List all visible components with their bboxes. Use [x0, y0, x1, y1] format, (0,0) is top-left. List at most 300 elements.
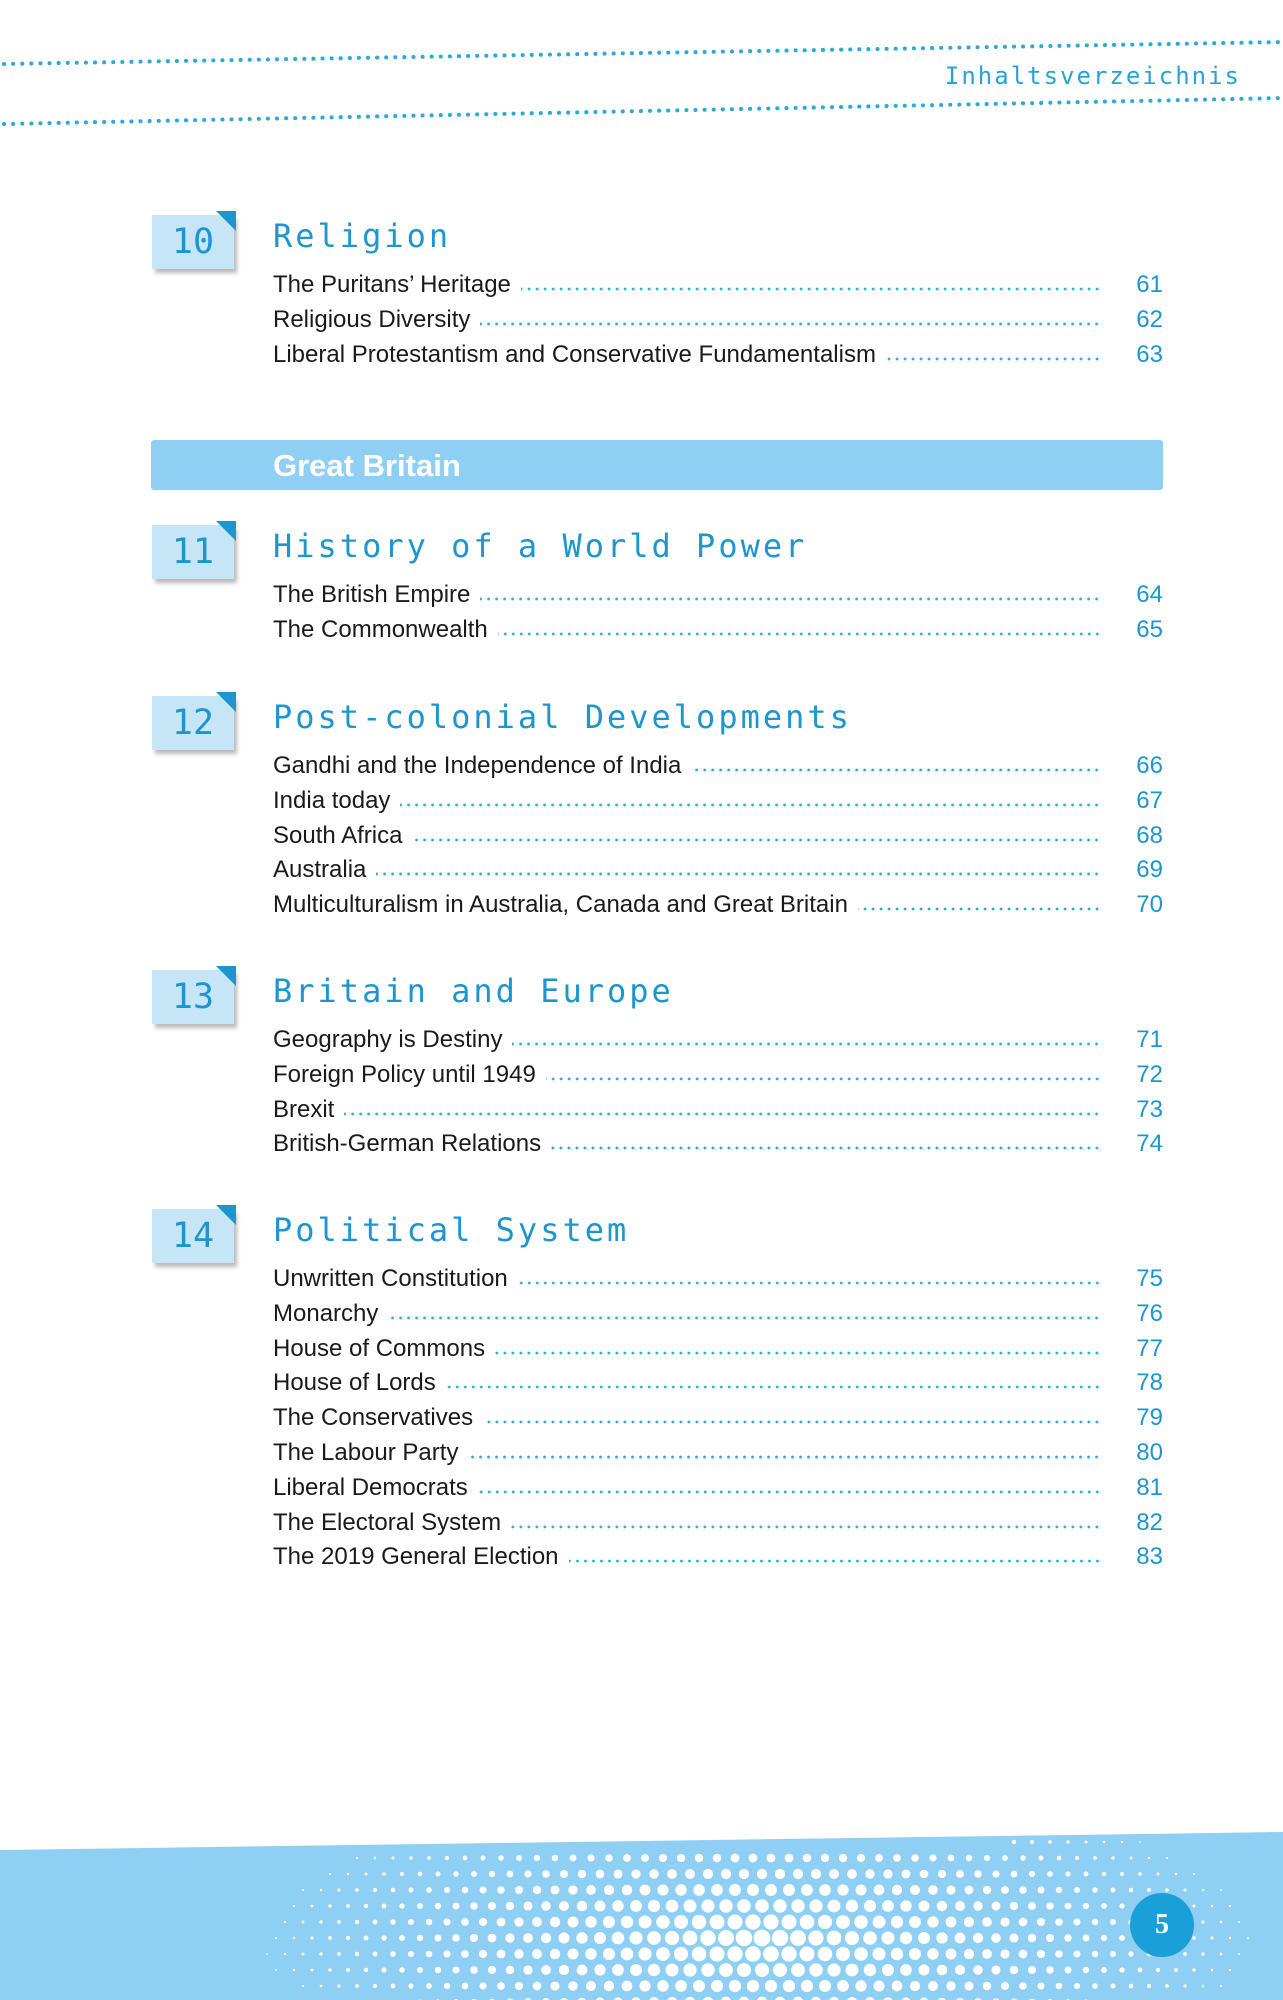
halftone-dot [443, 1918, 450, 1925]
halftone-dot [586, 1885, 596, 1895]
halftone-dot [550, 1917, 560, 1927]
halftone-dot [462, 1983, 469, 1990]
halftone-dot [453, 1903, 460, 1910]
halftone-dot [497, 1950, 506, 1959]
halftone-dot [1229, 1937, 1231, 1939]
halftone-dot [541, 1901, 551, 1911]
toc-entry[interactable] [273, 1096, 1163, 1131]
halftone-dot [436, 1872, 441, 1877]
halftone-dot [426, 1887, 432, 1893]
halftone-dot [1192, 1936, 1196, 1940]
halftone-dot [965, 1886, 974, 1895]
halftone-dot [800, 1915, 815, 1930]
dot-leader [518, 1280, 1101, 1286]
toc-entry[interactable] [273, 1335, 1163, 1370]
halftone-dot [749, 1854, 758, 1863]
halftone-dot [603, 1948, 615, 1960]
halftone-dot [647, 1931, 661, 1945]
halftone-dot [347, 1873, 350, 1876]
halftone-dot [337, 1984, 340, 1987]
halftone-dot [919, 1901, 930, 1912]
halftone-dot [727, 1946, 742, 1961]
chapter-number-badge [152, 1209, 234, 1263]
halftone-dot [603, 1916, 615, 1928]
halftone-dot [839, 1854, 847, 1862]
entry-page: 82 [1136, 1508, 1163, 1536]
halftone-dot [355, 1920, 359, 1924]
chapter-number: 11 [171, 532, 215, 572]
entry-title: Brexit [273, 1095, 335, 1123]
halftone-dot [275, 1969, 277, 1971]
halftone-dot [1220, 1985, 1222, 1987]
entry-page: 76 [1136, 1299, 1163, 1327]
halftone-dot [754, 1930, 771, 1947]
halftone-dot [1030, 1840, 1034, 1844]
halftone-dot [737, 1899, 751, 1913]
entry-page: 67 [1136, 786, 1163, 814]
halftone-dot [275, 1937, 277, 1939]
halftone-dot [390, 1951, 396, 1957]
halftone-dot [1166, 1857, 1168, 1859]
halftone-dot [1229, 1969, 1231, 1971]
halftone-dot [595, 1901, 606, 1912]
halftone-dot [1129, 1888, 1133, 1892]
entry-list [273, 1265, 1163, 1578]
entry-title: The British Empire [273, 581, 471, 608]
halftone-dot [1092, 1919, 1098, 1925]
chapter-title: History of a World Power [273, 527, 808, 565]
toc-entry[interactable] [273, 752, 1163, 787]
halftone-dot [1147, 1984, 1151, 1988]
halftone-dot [435, 1935, 442, 1942]
toc-entry[interactable] [273, 787, 1163, 822]
halftone-dot [534, 1855, 540, 1861]
halftone-dot [710, 1915, 725, 1930]
halftone-dot [1119, 1967, 1124, 1972]
halftone-dot [893, 1854, 901, 1862]
halftone-dot [656, 1915, 669, 1928]
entry-title: House of Lords [273, 1369, 436, 1397]
halftone-dot [1238, 1921, 1240, 1923]
halftone-dot [973, 1901, 982, 1910]
halftone-dot [621, 1916, 633, 1928]
entry-page: 74 [1136, 1130, 1163, 1158]
halftone-dot [946, 1981, 955, 1990]
halftone-dot [649, 1869, 659, 1879]
halftone-dot [1075, 1856, 1079, 1860]
toc-entry[interactable] [273, 1543, 1163, 1578]
halftone-dot [701, 1963, 715, 1977]
halftone-dot [560, 1870, 568, 1878]
halftone-dot [498, 1855, 503, 1860]
entry-title: The Commonwealth [273, 615, 488, 643]
halftone-dot [356, 1857, 358, 1859]
entry-title: Multiculturalism in Australia, Canada and Great Britain [273, 891, 848, 919]
halftone-dot [355, 1952, 359, 1956]
halftone-dot [891, 1916, 903, 1928]
halftone-dot [701, 1899, 714, 1912]
halftone-dot [1220, 1889, 1222, 1891]
chapter-number-badge [152, 525, 234, 579]
halftone-dot [719, 1963, 733, 1977]
halftone-dot [631, 1869, 640, 1878]
halftone-dot [480, 1855, 485, 1860]
halftone-dot [829, 1869, 839, 1879]
halftone-dot [320, 1889, 322, 1891]
halftone-dot [727, 1914, 742, 1929]
halftone-dot [837, 1884, 848, 1895]
halftone-dot [882, 1964, 894, 1976]
halftone-dot [1193, 1873, 1195, 1875]
halftone-dot [1092, 1887, 1097, 1892]
entry-title: The Electoral System [273, 1508, 502, 1536]
entry-page: 69 [1136, 856, 1163, 884]
entry-page: 80 [1136, 1438, 1163, 1466]
halftone-dot [713, 1854, 722, 1863]
halftone-dot [463, 1856, 468, 1861]
dot-leader [400, 802, 1101, 808]
halftone-dot [311, 1969, 314, 1972]
halftone-dot [1119, 1935, 1125, 1941]
halftone-dot [612, 1964, 624, 1976]
halftone-dot [1046, 1934, 1054, 1942]
halftone-dot [641, 1854, 649, 1862]
halftone-dot [1211, 1905, 1214, 1908]
halftone-dot [1138, 1872, 1141, 1875]
halftone-dot [623, 1854, 631, 1862]
halftone-dot [1083, 1935, 1090, 1942]
halftone-dot [836, 1915, 850, 1929]
halftone-dot [973, 1965, 983, 1975]
halftone-dot [1028, 1934, 1037, 1943]
halftone-dot [302, 1953, 305, 1956]
entry-page: 79 [1136, 1404, 1163, 1432]
halftone-dot [1065, 1903, 1072, 1910]
halftone-dot [1056, 1983, 1063, 1990]
halftone-dot [1065, 1967, 1072, 1974]
chapter-number: 13 [171, 977, 215, 1017]
halftone-dot [1083, 1903, 1089, 1909]
halftone-dot [1229, 1905, 1231, 1907]
halftone-dot [1119, 1903, 1124, 1908]
halftone-dot [892, 1981, 903, 1992]
halftone-dot [911, 1854, 918, 1861]
halftone-dot [551, 1886, 560, 1895]
halftone-dot [612, 1932, 625, 1945]
chapter-title: Post-colonial Developments [273, 698, 852, 736]
halftone-dot [302, 1889, 304, 1891]
toc-entry[interactable] [273, 341, 1163, 376]
halftone-dot [328, 1968, 331, 1971]
halftone-dot [470, 1966, 478, 1974]
halftone-dot [461, 1918, 469, 1926]
chapter-number-badge [152, 970, 234, 1024]
halftone-dot [506, 1902, 515, 1911]
halftone-dot [1028, 1902, 1036, 1910]
toc-entry[interactable] [273, 891, 1163, 926]
halftone-dot [373, 1952, 378, 1957]
corner-flag-icon [216, 692, 236, 712]
entry-page: 66 [1136, 752, 1163, 779]
halftone-dot [674, 1915, 688, 1929]
halftone-dot [328, 1936, 332, 1940]
halftone-dot [1010, 1966, 1019, 1975]
halftone-dot [293, 1905, 295, 1907]
halftone-dot [984, 1855, 990, 1861]
halftone-dot [683, 1963, 696, 1976]
halftone-dot [1175, 1873, 1177, 1875]
halftone-dot [793, 1869, 803, 1879]
halftone-dot [630, 1964, 642, 1976]
halftone-dot [790, 1930, 806, 1946]
halftone-dot [1120, 1872, 1124, 1876]
halftone-dot [736, 1930, 752, 1946]
halftone-dot [1037, 1950, 1045, 1958]
halftone-dot [1192, 1968, 1195, 1971]
halftone-dot [800, 1947, 815, 1962]
halftone-dot [684, 1900, 697, 1913]
halftone-dot [973, 1933, 983, 1943]
halftone-dot [391, 1984, 396, 1989]
halftone-dot [621, 1948, 634, 1961]
halftone-dot [783, 1980, 795, 1992]
halftone-dot [1103, 1841, 1105, 1843]
entry-list [273, 1026, 1163, 1165]
halftone-dot [552, 1855, 559, 1862]
halftone-dot [1211, 1969, 1214, 1972]
halftone-dot [311, 1905, 314, 1908]
halftone-dot [991, 1965, 1000, 1974]
halftone-dot [964, 1917, 974, 1927]
entry-page: 73 [1136, 1095, 1163, 1123]
halftone-dot [417, 1903, 423, 1909]
halftone-dot [266, 1953, 268, 1955]
halftone-dot [773, 1899, 787, 1913]
halftone-dot [479, 1886, 486, 1893]
halftone-dot [1039, 1856, 1044, 1861]
halftone-dot [373, 1888, 377, 1892]
toc-entry[interactable] [273, 1026, 1163, 1061]
toc-entry[interactable] [273, 581, 1163, 616]
halftone-dot [801, 1884, 813, 1896]
halftone-dot [408, 1887, 413, 1892]
halftone-dot [739, 1869, 749, 1879]
halftone-dot [381, 1935, 386, 1940]
halftone-dot [854, 1947, 868, 1961]
halftone-dot [711, 1884, 723, 1896]
halftone-dot [1110, 1983, 1115, 1988]
halftone-dot [955, 1901, 965, 1911]
entry-title: Liberal Democrats [273, 1473, 468, 1501]
halftone-dot [399, 1935, 405, 1941]
dot-leader [483, 1419, 1101, 1425]
halftone-dot [639, 1980, 650, 1991]
halftone-dot [946, 1885, 955, 1894]
dot-leader [468, 1454, 1101, 1460]
halftone-dot [1165, 1984, 1169, 1988]
halftone-dot [656, 1947, 670, 1961]
halftone-dot [902, 1870, 911, 1879]
halftone-dot [1202, 1985, 1204, 1987]
halftone-dot [640, 1885, 651, 1896]
halftone-dot [854, 1915, 867, 1928]
halftone-dot [568, 1981, 578, 1991]
halftone-dot [533, 1886, 541, 1894]
halftone-dot [1029, 1871, 1035, 1877]
entry-title: South Africa [273, 821, 403, 849]
halftone-dot [964, 1981, 973, 1990]
halftone-dot [408, 1983, 413, 1988]
halftone-dot [523, 1965, 532, 1974]
halftone-dot [452, 1966, 459, 1973]
section-bar-great-britain [151, 440, 1163, 490]
toc-entry[interactable] [273, 1265, 1163, 1300]
toc-entry[interactable] [273, 1439, 1163, 1474]
halftone-dot [1019, 1886, 1026, 1893]
halftone-dot [992, 1902, 1001, 1911]
halftone-dot [864, 1964, 876, 1976]
halftone-dot [1001, 1886, 1009, 1894]
halftone-dot [900, 1964, 912, 1976]
dot-leader [344, 1111, 1101, 1117]
entry-page: 64 [1136, 581, 1163, 608]
toc-entry[interactable] [273, 616, 1163, 651]
halftone-dot [956, 1870, 964, 1878]
entry-title: Unwritten Constitution [273, 1265, 508, 1292]
entry-page: 72 [1136, 1060, 1163, 1088]
halftone-dot [453, 1871, 458, 1876]
halftone-dot [747, 1980, 759, 1992]
halftone-dot [337, 1920, 341, 1924]
halftone-dot [1093, 1856, 1097, 1860]
toc-entry[interactable] [273, 1474, 1163, 1509]
toc-entry[interactable] [273, 1404, 1163, 1439]
entry-title: India today [273, 786, 391, 814]
halftone-dot [443, 1950, 450, 1957]
chapter-title: Political System [273, 1211, 630, 1249]
toc-entry[interactable] [273, 1300, 1163, 1335]
dot-leader [376, 871, 1101, 877]
halftone-dot [659, 1854, 667, 1862]
halftone-dot [1019, 1918, 1028, 1927]
halftone-dot [1220, 1921, 1223, 1924]
halftone-dot [900, 1932, 912, 1944]
toc-entry[interactable] [273, 1509, 1163, 1544]
halftone-dot [864, 1900, 876, 1912]
halftone-dot [596, 1870, 605, 1879]
halftone-dot [709, 1946, 724, 1961]
halftone-dot [1020, 1855, 1025, 1860]
halftone-dot [426, 1983, 432, 1989]
halftone-dot [1247, 1937, 1249, 1939]
halftone-dot [461, 1950, 469, 1958]
chapter-title: Britain and Europe [273, 972, 674, 1010]
halftone-dot [1110, 1919, 1116, 1925]
halftone-dot [604, 1885, 614, 1895]
halftone-dot [948, 1855, 955, 1862]
halftone-dot [781, 1946, 796, 1961]
toc-entry[interactable] [273, 271, 1163, 306]
halftone-dot [1101, 1967, 1107, 1973]
dot-leader [446, 1384, 1101, 1390]
halftone-dot [1066, 1840, 1069, 1843]
dot-leader [478, 1489, 1101, 1495]
toc-entry[interactable] [273, 1130, 1163, 1165]
halftone-dot [648, 1964, 661, 1977]
entry-list [273, 581, 1163, 651]
toc-entry[interactable] [273, 1369, 1163, 1404]
halftone-dot [865, 1869, 875, 1879]
halftone-dot [783, 1884, 795, 1896]
halftone-dot [964, 1949, 974, 1959]
halftone-dot [524, 1870, 531, 1877]
toc-entry[interactable] [273, 1061, 1163, 1096]
halftone-dot [909, 1916, 921, 1928]
halftone-dot [1111, 1888, 1116, 1893]
halftone-dot [992, 1870, 999, 1877]
halftone-dot [692, 1915, 706, 1929]
halftone-dot [622, 1885, 632, 1895]
halftone-dot [373, 1984, 377, 1988]
dot-leader [388, 1315, 1101, 1321]
halftone-dot [1184, 1985, 1187, 1988]
toc-entry[interactable] [273, 856, 1163, 891]
halftone-dot [506, 1966, 515, 1975]
halftone-dot [523, 1933, 533, 1943]
chapter-number-badge [152, 696, 234, 750]
halftone-dot [382, 1904, 387, 1909]
halftone-dot [578, 1870, 586, 1878]
halftone-dot [801, 1980, 813, 1992]
halftone-dot [937, 1965, 948, 1976]
halftone-dot [507, 1871, 514, 1878]
entry-page: 70 [1136, 891, 1163, 919]
halftone-dot [1130, 1857, 1133, 1860]
halftone-dot [1121, 1841, 1123, 1843]
halftone-dot [533, 1982, 542, 1991]
halftone-dot [982, 1917, 992, 1927]
halftone-dot [765, 1884, 777, 1896]
dot-leader [886, 356, 1101, 362]
halftone-dot [1201, 1952, 1204, 1955]
halftone-dot [462, 1887, 469, 1894]
halftone-dot [471, 1871, 477, 1877]
entry-page: 61 [1136, 271, 1163, 298]
halftone-dot [497, 1886, 505, 1894]
halftone-dot [1092, 1983, 1098, 1989]
halftone-dot [847, 1869, 857, 1879]
toc-entry[interactable] [273, 822, 1163, 857]
halftone-dot [284, 1953, 286, 1955]
halftone-dot [966, 1855, 972, 1861]
halftone-dot [426, 1951, 433, 1958]
entry-title: The Labour Party [273, 1438, 459, 1466]
halftone-dot [1202, 1889, 1204, 1891]
halftone-dot [639, 1916, 652, 1929]
halftone-dot [693, 1980, 705, 1992]
toc-entry[interactable] [273, 306, 1163, 341]
halftone-dot [648, 1900, 660, 1912]
halftone-dot [693, 1884, 705, 1896]
halftone-dot [516, 1855, 522, 1861]
halftone-dot [604, 1981, 614, 1991]
halftone-dot [791, 1963, 805, 1977]
halftone-dot [382, 1872, 386, 1876]
halftone-dot [1156, 1968, 1160, 1972]
halftone-dot [929, 1854, 936, 1861]
halftone-dot [532, 1917, 542, 1927]
halftone-dot [532, 1949, 542, 1959]
